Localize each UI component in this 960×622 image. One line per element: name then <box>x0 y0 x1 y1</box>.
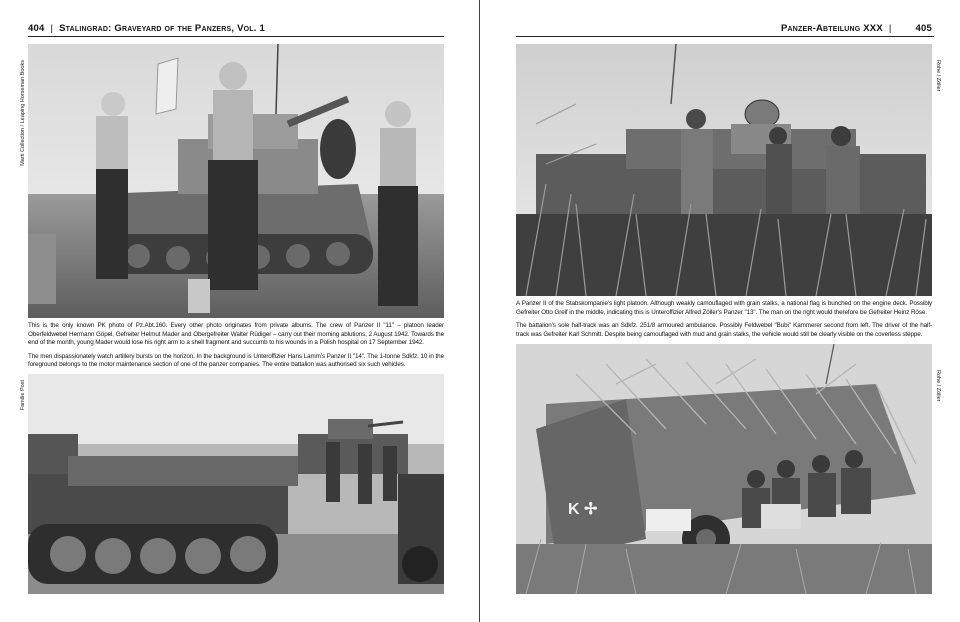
left-header <box>28 20 443 36</box>
left-captions <box>28 322 444 370</box>
right-header <box>516 20 932 36</box>
right-photo-credit-top: Rohe / Zöller <box>935 60 941 92</box>
photo-crew-ablutions <box>28 44 444 318</box>
caption-ablutions: This is the only known PK photo of Pz.Abt.160. Every other photo originates from private albums. The crew of Panzer II "11" – platoon leader Oberfeldwebel Hermann Göpel, Gefreiter Helmut Mader and Obergefreiter Walter Rüdiger – carry out their morning ablutions, 2 August 1942. Towards the end of the month, young Mader would lose his right arm to a shell fragment and succumb to his wounds in a Polish hospital on 17 September 1942. <box>28 322 444 347</box>
header-separator: | <box>888 22 892 34</box>
photo-sdkfz10-foreground <box>28 374 444 594</box>
header-separator: | <box>50 22 54 34</box>
right-photo-credit-bottom: Rohe / Zöller <box>935 370 941 402</box>
caption-halftrack-ambulance: The battalion's sole half-track was an Sdkfz. 251/8 armoured ambulance. Possibly Feldwebel "Bubi" Kammerer second from left. The driver of the half-track was Gefreiter Karl Schmitt. Despite being camouflaged with mud and grain stalks, the vehicle would still be clearly visible on the coverless steppe. <box>516 322 932 338</box>
caption-artillery-bursts: The men dispassionately watch artillery bursts on the horizon. In the background is Unteroffizier Hans Lamm's Panzer II "14". The 1-tonne Sdkfz. 10 in the foreground belongs to the motor maintenance section of one of the panzer companies. The entire battalion was authorised six such vehicles. <box>28 352 444 369</box>
right-page-number: 405 <box>915 22 932 34</box>
left-photo-credit-top: Marti Collection / Leaping Horseman Books <box>20 60 26 166</box>
left-running-title: Stalingrad: Graveyard of the Panzers, Vol. 1 <box>59 22 265 34</box>
left-page-number: 404 <box>28 22 45 34</box>
photo-ambulance-halftrack <box>516 344 932 594</box>
left-photo-credit-bottom: Familie Post <box>20 380 26 411</box>
caption-panzer-ii: A Panzer II of the Stabskompanie's light platoon. Although weakly camouflaged with grain stalks, a national flag is bunched on the engine deck. Possibly Gefreiter Otto Greif in the middle, indicating this is Unteroffizier Alfred Zöller's Panzer "13". The man on the right would therefore be Gefreiter Heinz Röse. <box>516 300 932 316</box>
photo-panzer-ii-grass <box>516 44 932 296</box>
right-captions <box>516 300 932 339</box>
vehicle-marking: K ✢ <box>568 501 598 518</box>
left-header-rule <box>28 36 444 37</box>
right-header-rule <box>516 36 934 37</box>
right-running-title: Panzer-Abteilung XXX <box>780 22 883 34</box>
